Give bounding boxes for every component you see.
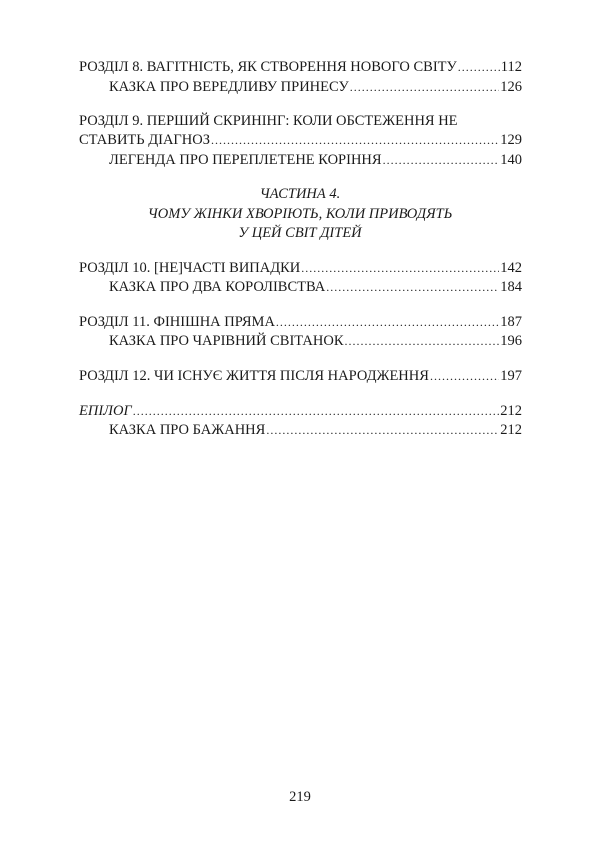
dot-leader	[345, 332, 500, 350]
dot-leader	[326, 278, 499, 296]
toc-entry-page: 142	[500, 260, 522, 276]
toc-entry-chapter-9	[79, 131, 522, 149]
dot-leader	[266, 421, 499, 439]
toc-entry-epilogue	[79, 402, 522, 420]
dot-leader	[350, 78, 500, 96]
toc-entry-chapter-8-tale	[109, 78, 522, 96]
toc-entry-title: КАЗКА ПРО БАЖАННЯ	[109, 422, 266, 438]
part-4-title-line1: ЧОМУ ЖІНКИ ХВОРІЮТЬ, КОЛИ ПРИВОДЯТЬ	[147, 206, 453, 222]
toc-entry-title: РОЗДІЛ 12. ЧИ ІСНУЄ ЖИТТЯ ПІСЛЯ НАРОДЖЕННЯ	[79, 368, 429, 384]
toc-entry-title: ЕПІЛОГ	[79, 403, 132, 419]
toc-entry-epilogue-tale	[109, 421, 522, 439]
toc-entry-chapter-10-tale	[109, 278, 522, 296]
dot-leader	[133, 402, 500, 420]
toc-entry-title: ЛЕГЕНДА ПРО ПЕРЕПЛЕТЕНЕ КОРІННЯ	[109, 152, 382, 168]
dot-leader	[430, 367, 499, 385]
toc-entry-chapter-8	[79, 58, 522, 76]
dot-leader	[458, 58, 500, 76]
toc-entry-page: 184	[500, 279, 522, 295]
toc-entry-page: 197	[500, 368, 522, 384]
toc-entry-title: СТАВИТЬ ДІАГНОЗ	[79, 132, 211, 148]
dot-leader	[211, 131, 499, 149]
dot-leader	[276, 313, 499, 331]
toc-entry-title: КАЗКА ПРО ЧАРІВНИЙ СВІТАНОК	[109, 333, 344, 349]
toc-entry-title: РОЗДІЛ 8. ВАГІТНІСТЬ, ЯК СТВОРЕННЯ НОВОГО СВІТУ	[79, 59, 457, 75]
part-4-label: ЧАСТИНА 4.	[259, 186, 341, 202]
toc-entry-page: 112	[500, 59, 522, 75]
toc-entry-chapter-11	[79, 313, 522, 331]
toc-entry-chapter-9-line1: РОЗДІЛ 9. ПЕРШИЙ СКРИНІНГ: КОЛИ ОБСТЕЖЕННЯ НЕ	[79, 113, 458, 129]
toc-entry-page: 196	[500, 333, 522, 349]
toc-entry-page: 140	[500, 152, 522, 168]
toc-entry-page: 126	[500, 79, 522, 95]
toc-entry-chapter-11-tale	[109, 332, 522, 350]
toc-entry-chapter-10	[79, 259, 522, 277]
toc-entry-page: 187	[500, 314, 522, 330]
toc-entry-title: РОЗДІЛ 10. [НЕ]ЧАСТІ ВИПАДКИ	[79, 260, 301, 276]
toc-entry-title: РОЗДІЛ 11. ФІНІШНА ПРЯМА	[79, 314, 275, 330]
dot-leader	[383, 151, 500, 169]
page-number: 219	[289, 789, 311, 805]
toc-entry-title: КАЗКА ПРО ДВА КОРОЛІВСТВА	[109, 279, 326, 295]
toc-entry-title: КАЗКА ПРО ВЕРЕДЛИВУ ПРИНЕСУ	[109, 79, 349, 95]
part-4-title-line2: У ЦЕЙ СВІТ ДІТЕЙ	[238, 225, 362, 241]
toc-entry-page: 212	[500, 422, 522, 438]
toc-entry-page: 129	[500, 132, 522, 148]
toc-entry-chapter-9-legend	[109, 151, 522, 169]
toc-entry-page: 212	[500, 403, 522, 419]
toc-entry-chapter-12	[79, 367, 522, 385]
dot-leader	[301, 259, 499, 277]
